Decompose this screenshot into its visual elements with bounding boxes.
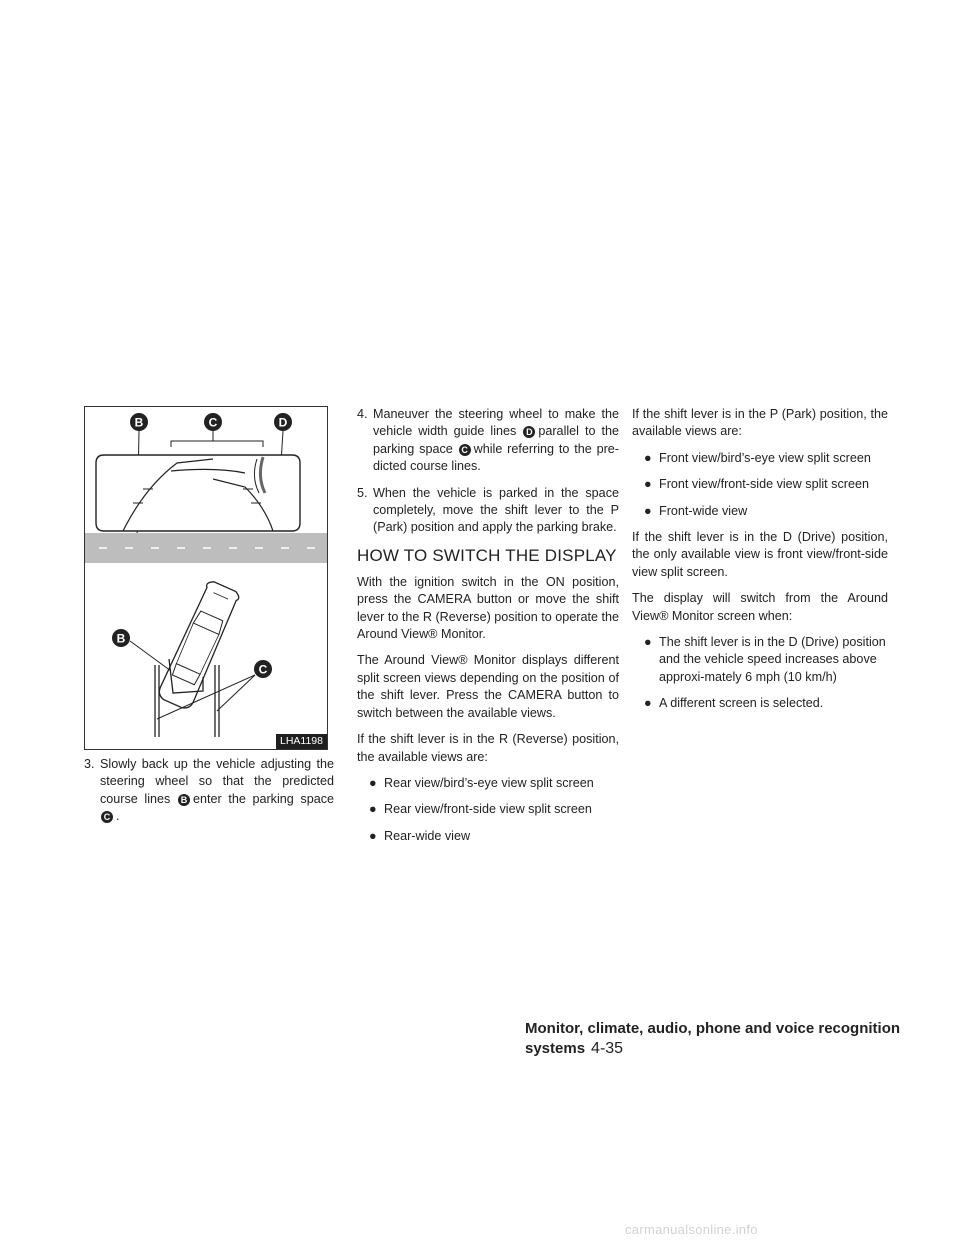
page-footer <box>525 1019 945 1059</box>
footer-section-title: Monitor, climate, audio, phone and voice recognition systems <box>525 1020 901 1057</box>
callout-c-lower <box>254 660 272 678</box>
callout-b-top <box>130 413 148 431</box>
step-4-text-2: parallel to the parking space <box>373 424 619 456</box>
paragraph-drive: If the shift lever is in the D (Drive) position, the only available view is front view/front-side view split screen. <box>632 530 888 579</box>
step-3-text-1: Slowly back up the vehicle adjusting the steering wheel so that the predicted course lines <box>100 757 334 806</box>
step-number: 5. <box>357 485 368 500</box>
step-4 <box>357 406 619 476</box>
callout-c-icon <box>459 444 471 456</box>
list-item: ● The shift lever is in the D (Drive) position and the vehicle speed increases above approxi-mately 6 mph (10 km/h) <box>644 635 886 684</box>
callout-b-label: B <box>134 415 144 430</box>
switch-conditions-list <box>632 634 888 713</box>
step-number: 4. <box>357 407 368 421</box>
callout-b-icon <box>178 794 190 806</box>
step-5 <box>357 485 619 537</box>
callout-b-lower-label: B <box>116 631 126 646</box>
page-number: 4-35 <box>591 1040 624 1057</box>
step-4-text-1: Maneuver the steering wheel to make the vehicle width guide lines <box>373 407 619 439</box>
bullet-icon: ● <box>369 802 377 817</box>
list-item: ● Front-wide view <box>632 503 888 520</box>
paragraph-switch: The display will switch from the Around View® Monitor screen when: <box>632 591 888 623</box>
callout-b-lower <box>112 629 130 647</box>
step-3-text-2: enter the parking space <box>192 791 335 806</box>
bullet-icon: ● <box>644 635 652 650</box>
callout-d-icon <box>523 426 535 438</box>
paragraph-park: If the shift lever is in the P (Park) position, the available views are: <box>632 407 888 439</box>
bullet-icon: ● <box>644 696 652 711</box>
step-3-text-3: . <box>116 809 120 824</box>
paragraph-split-views: The Around View® Monitor displays different split screen views depending on the position of the shift lever. Press the CAMERA button to switch between the available views. <box>357 653 619 720</box>
callout-d-label: D <box>278 415 288 430</box>
parking-diagram <box>85 407 327 749</box>
figure-code: LHA1198 <box>276 734 327 749</box>
bullet-icon: ● <box>369 775 377 790</box>
step-4-text-3: while referring to the pre-dicted course lines. <box>373 441 620 474</box>
left-column <box>84 406 334 835</box>
callout-c-top <box>204 413 222 431</box>
paragraph-ignition: With the ignition switch in the ON position, press the CAMERA button or move the shift lever to the R (Reverse) position to operate the Around View® Monitor. <box>357 574 619 642</box>
park-views-list <box>632 450 888 520</box>
reverse-views-list <box>357 775 619 845</box>
bullet-icon: ● <box>644 503 652 518</box>
watermark: carmanualsonline.info <box>625 1222 758 1237</box>
list-item: ● Rear-wide view <box>357 828 619 845</box>
callout-c-icon <box>101 811 113 823</box>
list-item: ● A different screen is selected. <box>632 695 888 712</box>
paragraph-reverse: If the shift lever is in the R (Reverse) position, the available views are: <box>357 732 619 764</box>
callout-c-lower-label: C <box>258 662 268 677</box>
right-column <box>632 406 888 722</box>
section-heading: HOW TO SWITCH THE DISPLAY <box>357 545 617 565</box>
bullet-icon: ● <box>644 477 652 492</box>
step-3 <box>84 756 334 826</box>
list-item: ● Front view/front-side view split screen <box>632 476 888 493</box>
list-item: ● Rear view/bird’s-eye view split screen <box>357 775 619 792</box>
parking-diagram-figure <box>84 406 328 750</box>
list-item: ● Rear view/front-side view split screen <box>357 801 619 818</box>
list-item: ● Front view/bird’s-eye view split screen <box>632 450 888 467</box>
step-number: 3. <box>84 757 95 771</box>
middle-column <box>357 406 619 854</box>
callout-d-top <box>274 413 292 431</box>
callout-c-label: C <box>208 415 218 430</box>
bullet-icon: ● <box>644 450 652 465</box>
bullet-icon: ● <box>369 828 377 843</box>
step-5-text: When the vehicle is parked in the space completely, move the shift lever to the P (Park) position and apply the parking brake. <box>373 485 619 535</box>
